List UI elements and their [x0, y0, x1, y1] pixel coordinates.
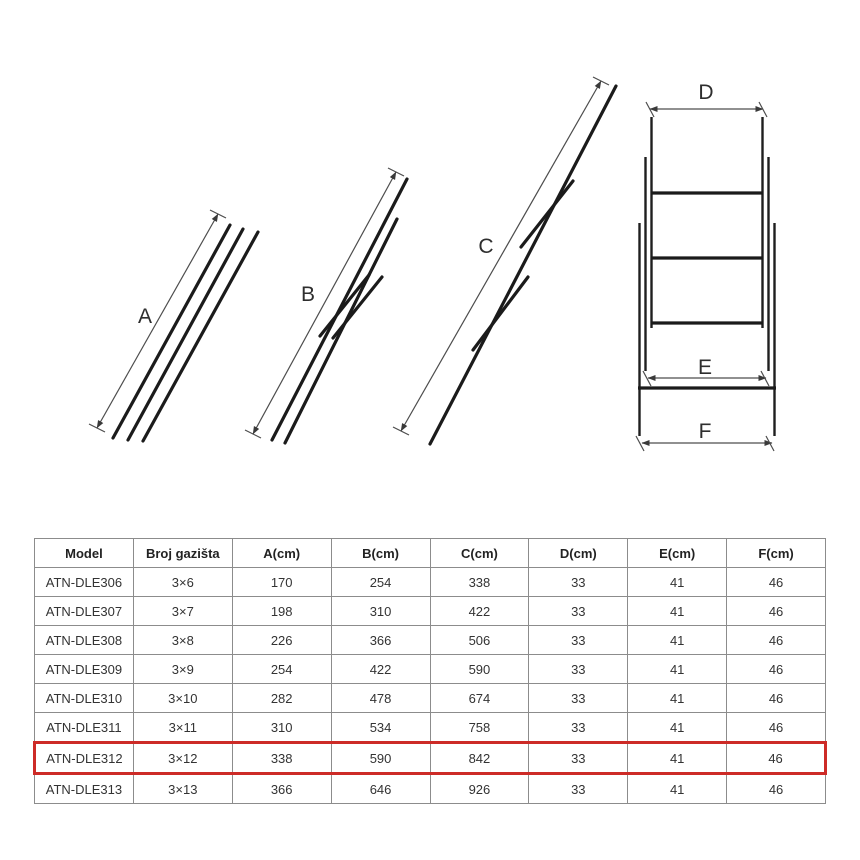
value-cell: 3×13: [133, 774, 232, 804]
value-cell: 422: [430, 597, 529, 626]
value-cell: 3×11: [133, 713, 232, 743]
spec-table: [33, 538, 827, 804]
ladder-view-b: [272, 179, 407, 443]
dim-label-e: E: [697, 356, 713, 379]
table-row-atn-dle312[interactable]: [35, 743, 826, 774]
value-cell: 310: [232, 713, 331, 743]
value-cell: 41: [628, 774, 727, 804]
value-cell: 198: [232, 597, 331, 626]
value-cell: 646: [331, 774, 430, 804]
value-cell: 506: [430, 626, 529, 655]
value-cell: 33: [529, 774, 628, 804]
value-cell: 33: [529, 743, 628, 774]
header-row: [35, 539, 826, 568]
table-row-atn-dle309[interactable]: [35, 655, 826, 684]
value-cell: 422: [331, 655, 430, 684]
value-cell: 674: [430, 684, 529, 713]
value-cell: 46: [727, 655, 826, 684]
value-cell: 3×7: [133, 597, 232, 626]
value-cell: 41: [628, 568, 727, 597]
value-cell: 170: [232, 568, 331, 597]
value-cell: 46: [727, 743, 826, 774]
header-e-cm: E(cm): [628, 539, 727, 568]
value-cell: 33: [529, 655, 628, 684]
value-cell: 226: [232, 626, 331, 655]
model-cell: ATN-DLE313: [35, 774, 134, 804]
dim-label-b: B: [300, 283, 316, 306]
header-f-cm: F(cm): [727, 539, 826, 568]
dimension-line-a: [89, 210, 226, 432]
value-cell: 41: [628, 655, 727, 684]
model-cell: ATN-DLE311: [35, 713, 134, 743]
value-cell: 3×10: [133, 684, 232, 713]
value-cell: 590: [430, 655, 529, 684]
value-cell: 46: [727, 713, 826, 743]
dim-label-a: A: [137, 305, 153, 328]
value-cell: 46: [727, 626, 826, 655]
dim-label-c: C: [478, 235, 494, 258]
table-row-atn-dle311[interactable]: [35, 713, 826, 743]
ladder-view-c: [430, 86, 616, 444]
value-cell: 3×8: [133, 626, 232, 655]
value-cell: 46: [727, 774, 826, 804]
value-cell: 3×12: [133, 743, 232, 774]
table-row-atn-dle310[interactable]: [35, 684, 826, 713]
value-cell: 338: [430, 568, 529, 597]
spec-table-body: [35, 568, 826, 804]
value-cell: 842: [430, 743, 529, 774]
value-cell: 282: [232, 684, 331, 713]
header-b-cm: B(cm): [331, 539, 430, 568]
value-cell: 254: [331, 568, 430, 597]
spec-table-header: [35, 539, 826, 568]
value-cell: 3×6: [133, 568, 232, 597]
dim-label-d: D: [698, 81, 714, 104]
header-broj-gazista: Broj gazišta: [133, 539, 232, 568]
value-cell: 534: [331, 713, 430, 743]
dimension-line-b: [245, 168, 404, 438]
model-cell: ATN-DLE307: [35, 597, 134, 626]
value-cell: 33: [529, 713, 628, 743]
value-cell: 46: [727, 684, 826, 713]
model-cell: ATN-DLE306: [35, 568, 134, 597]
value-cell: 33: [529, 597, 628, 626]
model-cell: ATN-DLE310: [35, 684, 134, 713]
header-d-cm: D(cm): [529, 539, 628, 568]
value-cell: 758: [430, 713, 529, 743]
value-cell: 41: [628, 684, 727, 713]
table-row-atn-dle313[interactable]: [35, 774, 826, 804]
value-cell: 46: [727, 597, 826, 626]
value-cell: 3×9: [133, 655, 232, 684]
value-cell: 366: [232, 774, 331, 804]
table-row-atn-dle307[interactable]: [35, 597, 826, 626]
header-c-cm: C(cm): [430, 539, 529, 568]
value-cell: 478: [331, 684, 430, 713]
model-cell: ATN-DLE309: [35, 655, 134, 684]
table-row-atn-dle308[interactable]: [35, 626, 826, 655]
model-cell: ATN-DLE312: [35, 743, 134, 774]
value-cell: 254: [232, 655, 331, 684]
header-model: Model: [35, 539, 134, 568]
value-cell: 366: [331, 626, 430, 655]
header-a-cm: A(cm): [232, 539, 331, 568]
ladder-view-a: [113, 225, 258, 441]
value-cell: 41: [628, 597, 727, 626]
value-cell: 46: [727, 568, 826, 597]
value-cell: 590: [331, 743, 430, 774]
dim-label-f: F: [698, 420, 712, 443]
dimension-line-d: [646, 102, 767, 117]
dimension-line-c: [393, 77, 609, 435]
value-cell: 33: [529, 684, 628, 713]
table-row-atn-dle306[interactable]: [35, 568, 826, 597]
value-cell: 33: [529, 626, 628, 655]
value-cell: 926: [430, 774, 529, 804]
value-cell: 41: [628, 743, 727, 774]
model-cell: ATN-DLE308: [35, 626, 134, 655]
value-cell: 41: [628, 626, 727, 655]
value-cell: 310: [331, 597, 430, 626]
value-cell: 338: [232, 743, 331, 774]
value-cell: 33: [529, 568, 628, 597]
value-cell: 41: [628, 713, 727, 743]
